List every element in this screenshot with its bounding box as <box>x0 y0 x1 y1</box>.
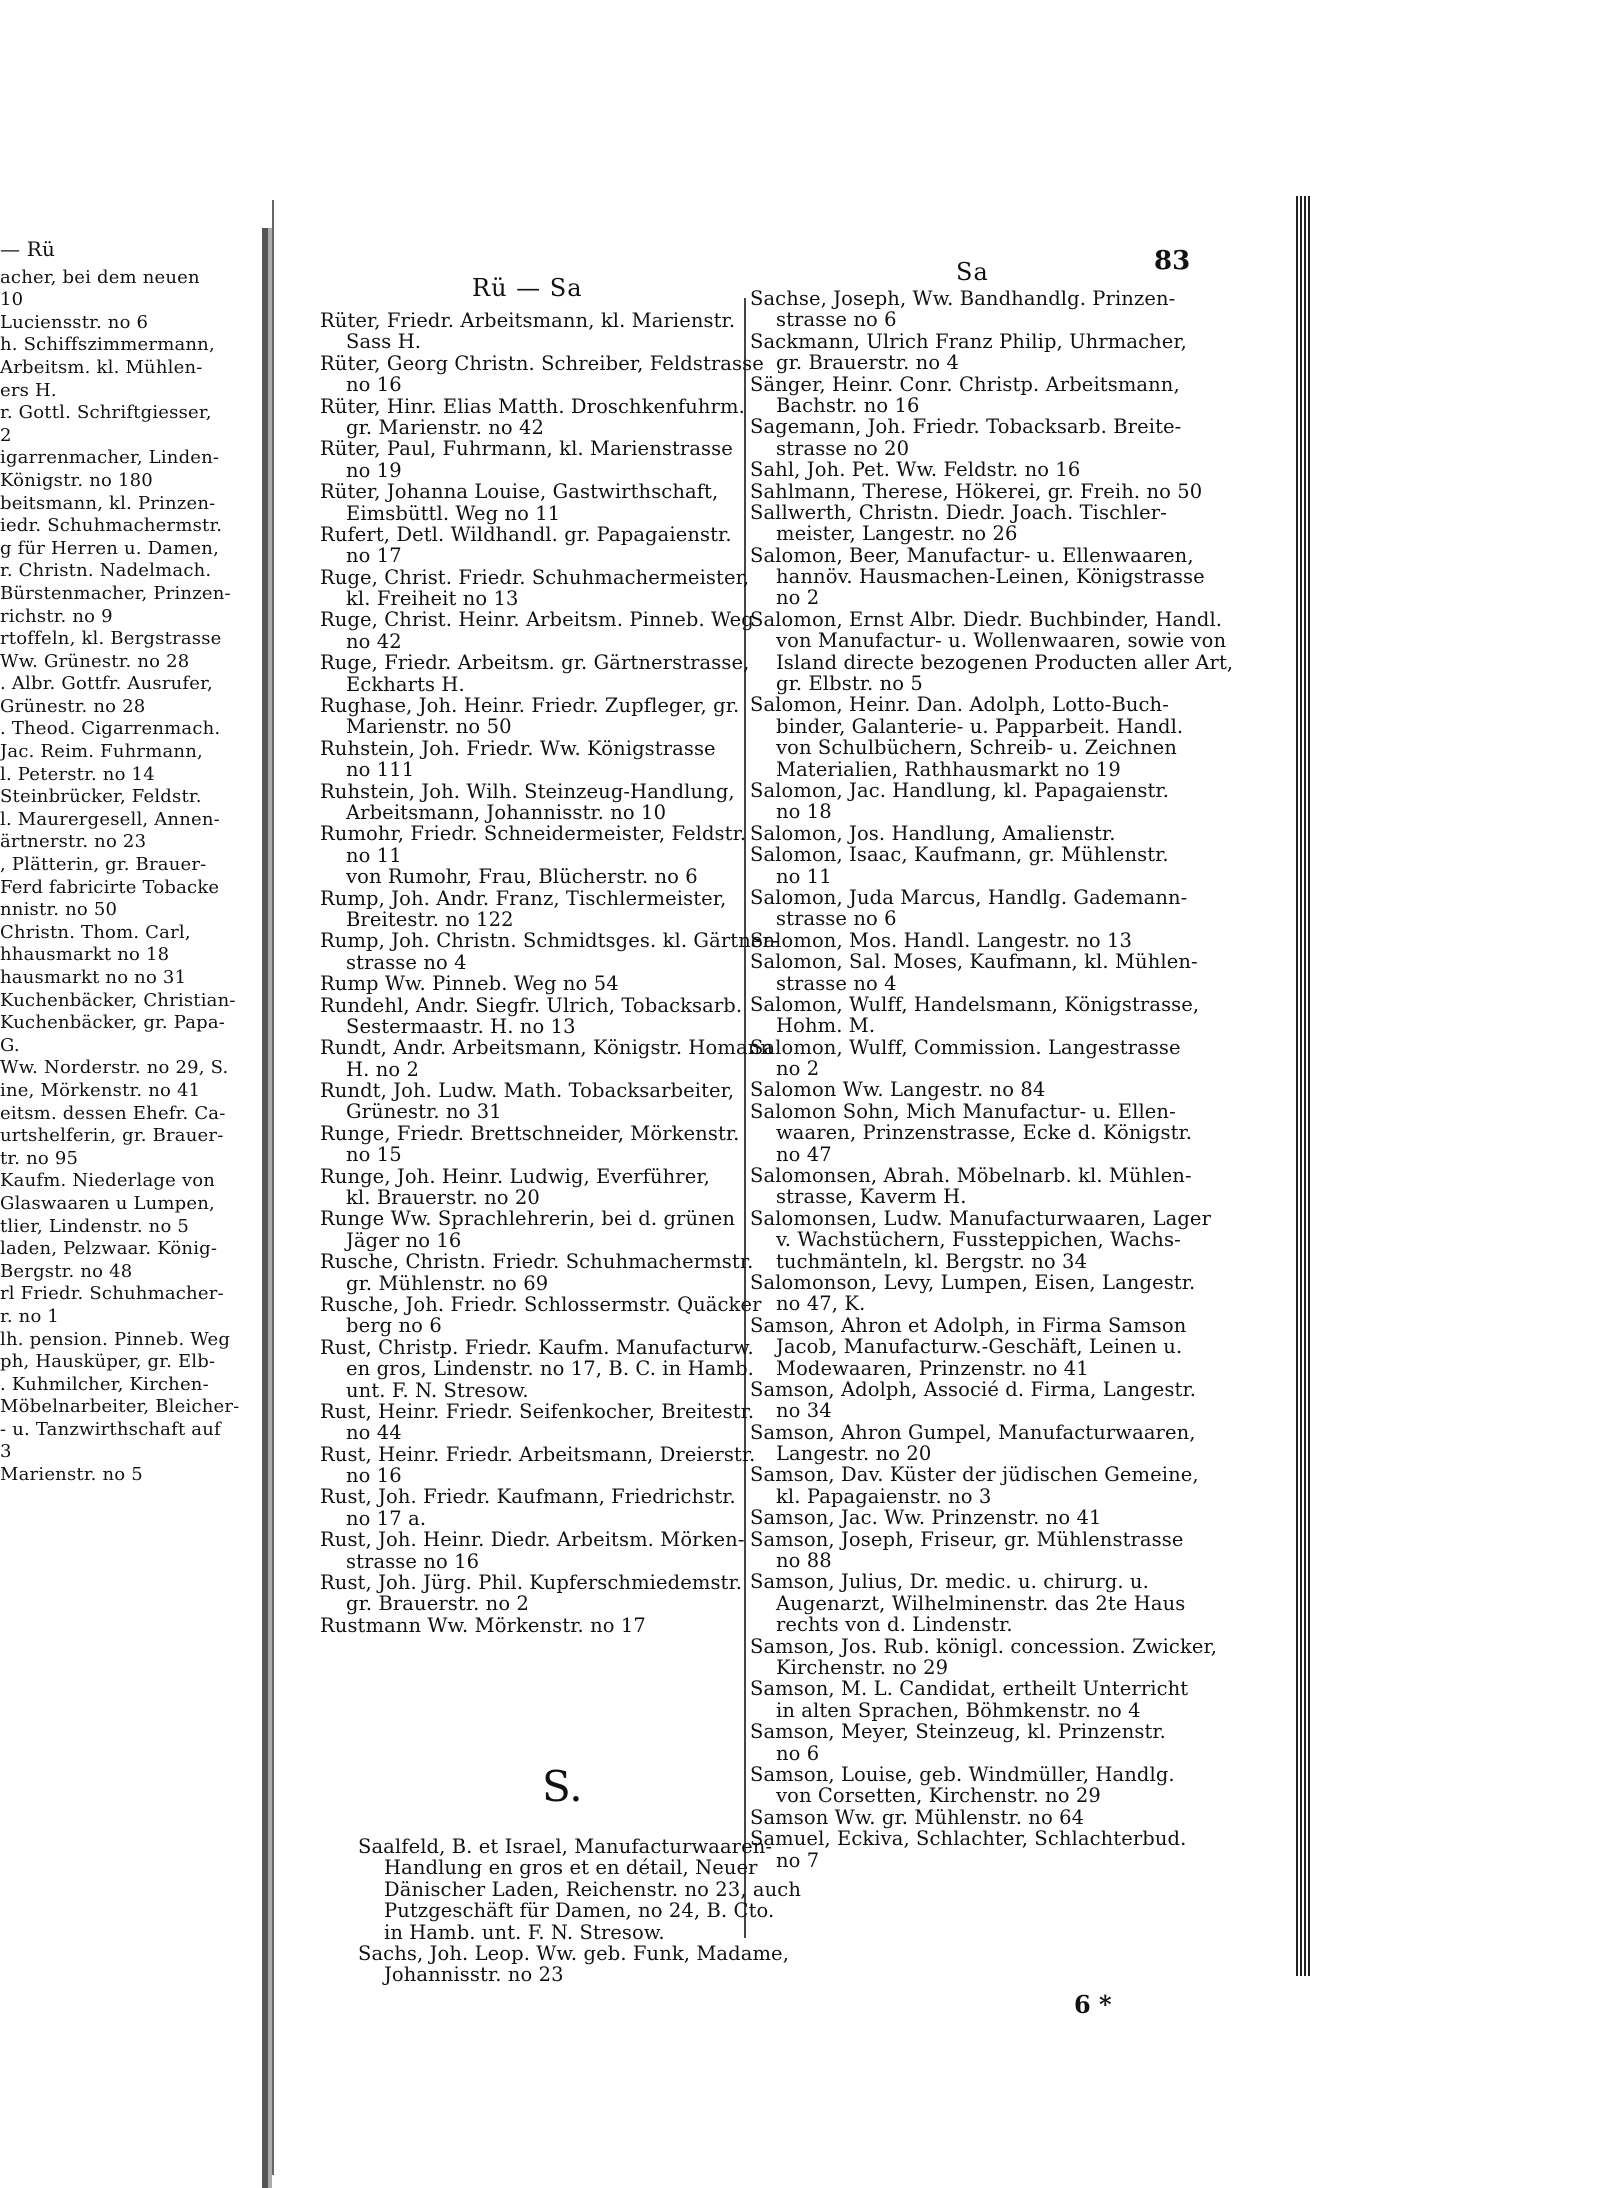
directory-line: nnistr. no 50 <box>0 899 118 921</box>
directory-line: von Schulbüchern, Schreib- u. Zeichnen <box>776 736 1177 760</box>
directory-line: strasse no 6 <box>776 907 897 931</box>
left-page-fragment <box>0 238 265 2153</box>
directory-line: Bergstr. no 48 <box>0 1260 133 1282</box>
directory-line: Samuel, Eckiva, Schlachter, Schlachterbud. <box>750 1827 1187 1851</box>
directory-line: no 16 <box>346 373 402 397</box>
directory-line: strasse no 4 <box>346 950 467 974</box>
directory-line: Samson, Meyer, Steinzeug, kl. Prinzenstr. <box>750 1720 1166 1744</box>
directory-line: hannöv. Hausmachen-Leinen, Königstrasse <box>776 565 1205 589</box>
directory-line: Samson Ww. gr. Mühlenstr. no 64 <box>750 1805 1085 1829</box>
directory-line: ers H. <box>0 379 57 401</box>
directory-line: . Albr. Gottfr. Ausrufer, <box>0 673 213 695</box>
directory-line: von Corsetten, Kirchenstr. no 29 <box>776 1784 1101 1808</box>
directory-line: strasse no 6 <box>776 308 897 332</box>
directory-line: 2 <box>0 424 12 446</box>
directory-line: Modewaaren, Prinzenstr. no 41 <box>776 1356 1089 1380</box>
directory-line: Ww. Grünestr. no 28 <box>0 650 190 672</box>
directory-line: Johannisstr. no 23 <box>384 1963 564 1987</box>
directory-line: Rump Ww. Pinneb. Weg no 54 <box>320 972 619 996</box>
directory-line: Salomon Sohn, Mich Manufactur- u. Ellen- <box>750 1099 1176 1123</box>
directory-line: Saalfeld, B. et Israel, Manufacturwaaren- <box>358 1835 773 1858</box>
directory-line: no 6 <box>776 1741 820 1765</box>
directory-line: Grünestr. no 28 <box>0 695 146 717</box>
directory-line: Ww. Norderstr. no 29, S. <box>0 1057 229 1079</box>
directory-line: . Kuhmilcher, Kirchen- <box>0 1373 209 1395</box>
directory-line: Jacob, Manufacturw.-Geschäft, Leinen u. <box>776 1335 1183 1359</box>
directory-line: Salomon, Juda Marcus, Handlg. Gademann- <box>750 885 1188 909</box>
directory-line: Salomon, Mos. Handl. Langestr. no 13 <box>750 928 1133 952</box>
directory-line: Salomon, Sal. Moses, Kaufmann, kl. Mühlen- <box>750 950 1198 974</box>
directory-line: Salomon, Wulff, Commission. Langestrasse <box>750 1035 1181 1059</box>
directory-line: Salomon Ww. Langestr. no 84 <box>750 1078 1046 1102</box>
directory-line: Salomon, Ernst Albr. Diedr. Buchbinder, Handl. <box>750 607 1223 631</box>
directory-line: richstr. no 9 <box>0 605 113 627</box>
directory-line: ph, Hausküper, gr. Elb- <box>0 1351 216 1373</box>
directory-line: v. Wachstüchern, Fussteppichen, Wachs- <box>776 1228 1181 1252</box>
running-head-right: Sa <box>956 258 989 286</box>
directory-line: Rust, Christp. Friedr. Kaufm. Manufacturw. <box>320 1335 754 1359</box>
section-letter: S. <box>542 1762 583 1811</box>
directory-line: Kaufm. Niederlage von <box>0 1170 216 1192</box>
directory-line: Salomon, Beer, Manufactur- u. Ellenwaaren, <box>750 543 1194 567</box>
directory-line: Putzgeschäft für Damen, no 24, B. Cto. <box>384 1899 775 1923</box>
directory-line: Ruge, Christ. Friedr. Schuhmachermeister, <box>320 565 750 589</box>
directory-line: beitsmann, kl. Prinzen- <box>0 492 216 514</box>
directory-line: Samson, Joseph, Friseur, gr. Mühlenstrasse <box>750 1527 1184 1551</box>
directory-line: Samson, Jac. Ww. Prinzenstr. no 41 <box>750 1506 1102 1530</box>
directory-line: Rump, Joh. Andr. Franz, Tischlermeister, <box>320 886 727 910</box>
directory-line: Samson, M. L. Candidat, ertheilt Unterricht <box>750 1677 1189 1701</box>
directory-line: Glaswaaren u Lumpen, <box>0 1192 215 1214</box>
directory-line: Samson, Julius, Dr. medic. u. chirurg. u. <box>750 1570 1149 1594</box>
directory-line: Bachstr. no 16 <box>776 393 920 417</box>
directory-line: Runge, Joh. Heinr. Ludwig, Everführer, <box>320 1164 710 1188</box>
directory-line: gr. Marienstr. no 42 <box>346 415 545 439</box>
directory-line: no 16 <box>346 1464 402 1488</box>
directory-line: meister, Langestr. no 26 <box>776 522 1018 546</box>
directory-line: H. no 2 <box>346 1057 420 1081</box>
directory-line: Kirchenstr. no 29 <box>776 1656 949 1679</box>
directory-line: Handlung en gros et en détail, Neuer <box>384 1856 758 1880</box>
directory-line: acher, bei dem neuen <box>0 266 200 288</box>
directory-line: eitsm. dessen Ehefr. Ca- <box>0 1102 226 1124</box>
directory-line: Möbelnarbeiter, Bleicher- <box>0 1396 240 1418</box>
directory-line: Ruge, Christ. Heinr. Arbeitsm. Pinneb. Weg <box>320 608 754 632</box>
directory-line: r. no 1 <box>0 1305 60 1327</box>
directory-line: Samson, Adolph, Associé d. Firma, Langestr. <box>750 1377 1197 1401</box>
directory-line: en gros, Lindenstr. no 17, B. C. in Hamb. <box>346 1357 754 1381</box>
directory-line: Jäger no 16 <box>346 1228 462 1252</box>
right-page <box>272 200 1334 2175</box>
directory-column-right <box>750 287 1234 1872</box>
directory-line: Rumohr, Friedr. Schneidermeister, Feldstr. <box>320 822 747 846</box>
directory-line: waaren, Prinzenstrasse, Ecke d. Königstr. <box>776 1121 1193 1145</box>
directory-line: Marienstr. no 50 <box>346 715 512 739</box>
directory-line: 10 <box>0 289 24 311</box>
running-head-left: Rü — Sa <box>472 274 583 302</box>
directory-line: no 47, K. <box>776 1292 866 1316</box>
directory-line: no 11 <box>346 843 402 867</box>
directory-line: Samson, Louise, geb. Windmüller, Handlg. <box>750 1762 1175 1786</box>
directory-line: no 18 <box>776 800 832 824</box>
directory-line: Salomon, Isaac, Kaufmann, gr. Mühlenstr. <box>750 843 1169 867</box>
directory-line: Sachse, Joseph, Ww. Bandhandlg. Prinzen- <box>750 287 1176 310</box>
directory-line: Rusche, Joh. Friedr. Schlossermstr. Quäcker <box>320 1292 762 1316</box>
directory-line: kl. Brauerstr. no 20 <box>346 1186 540 1210</box>
directory-line: iedr. Schuhmachermstr. <box>0 515 223 537</box>
directory-line: igarrenmacher, Linden- <box>0 447 220 469</box>
directory-line: Bürstenmacher, Prinzen- <box>0 582 231 604</box>
directory-line: Sahlmann, Therese, Hökerei, gr. Freih. no 50 <box>750 479 1203 503</box>
directory-column-left <box>320 310 820 1636</box>
page-edge-stack <box>1296 196 1310 1976</box>
page-number: 83 <box>1154 246 1191 276</box>
left-running-head: — Rü <box>0 238 56 261</box>
directory-line: Langestr. no 20 <box>776 1442 932 1466</box>
directory-line: gr. Brauerstr. no 4 <box>776 351 959 375</box>
directory-line: gr. Brauerstr. no 2 <box>346 1592 529 1616</box>
directory-line: Rump, Joh. Christn. Schmidtsges. kl. Gärtner- <box>320 929 779 953</box>
directory-line: G. <box>0 1034 20 1056</box>
directory-line: gr. Elbstr. no 5 <box>776 672 923 696</box>
directory-line: ärtnerstr. no 23 <box>0 831 147 853</box>
directory-line: no 47 <box>776 1142 832 1166</box>
directory-line: Steinbrücker, Feldstr. <box>0 786 202 808</box>
directory-line: Rust, Joh. Friedr. Kaufmann, Friedrichstr. <box>320 1485 736 1509</box>
directory-line: Rughase, Joh. Heinr. Friedr. Zupfleger, gr. <box>320 694 740 718</box>
directory-line: no 42 <box>346 629 402 653</box>
directory-line: lh. pension. Pinneb. Weg <box>0 1328 231 1350</box>
directory-line: Grünestr. no 31 <box>346 1100 502 1124</box>
directory-line: Rüter, Georg Christn. Schreiber, Feldstrasse <box>320 351 764 375</box>
directory-line: 3 <box>0 1441 12 1463</box>
directory-line: . Theod. Cigarrenmach. <box>0 718 221 740</box>
directory-line: rechts von d. Lindenstr. <box>776 1613 1013 1637</box>
directory-line: Kuchenbäcker, gr. Papa- <box>0 1012 226 1034</box>
directory-line: Sachs, Joh. Leop. Ww. geb. Funk, Madame, <box>358 1941 790 1965</box>
directory-line: Sass H. <box>346 330 422 354</box>
directory-line: Ferd fabricirte Tobacke <box>0 876 220 898</box>
directory-line: Luciensstr. no 6 <box>0 311 149 333</box>
directory-line: Sagemann, Joh. Friedr. Tobacksarb. Breite- <box>750 415 1182 439</box>
directory-line: - u. Tanzwirthschaft auf <box>0 1418 221 1440</box>
directory-line: in Hamb. unt. F. N. Stresow. <box>384 1920 665 1944</box>
directory-line: Salomonsen, Ludw. Manufacturwaaren, Lager <box>750 1206 1211 1230</box>
directory-line: no 19 <box>346 458 402 482</box>
directory-line: , Plätterin, gr. Brauer- <box>0 854 207 876</box>
directory-line: Samson, Dav. Küster der jüdischen Gemeine, <box>750 1463 1199 1487</box>
directory-line: urtshelferin, gr. Brauer- <box>0 1125 224 1147</box>
directory-line: no 17 <box>346 544 402 568</box>
directory-line: von Manufactur- u. Wollenwaaren, sowie von <box>776 629 1227 653</box>
directory-line: berg no 6 <box>346 1314 442 1338</box>
directory-line: Rundt, Andr. Arbeitsmann, Königstr. Homann <box>320 1036 774 1060</box>
directory-line: von Rumohr, Frau, Blücherstr. no 6 <box>346 865 698 889</box>
directory-line: Rüter, Hinr. Elias Matth. Droschkenfuhrm. <box>320 394 745 418</box>
directory-line: Dänischer Laden, Reichenstr. no 23, auch <box>384 1877 801 1901</box>
directory-line: Rufert, Detl. Wildhandl. gr. Papagaienstr. <box>320 522 732 546</box>
directory-line: Rust, Heinr. Friedr. Seifenkocher, Breitestr. <box>320 1399 755 1423</box>
directory-line: Salomonsen, Abrah. Möbelnarb. kl. Mühlen- <box>750 1164 1192 1188</box>
directory-line: no 17 a. <box>346 1506 427 1530</box>
directory-line: Rust, Joh. Jürg. Phil. Kupferschmiedemstr. <box>320 1571 743 1595</box>
directory-line: Rüter, Friedr. Arbeitsmann, kl. Marienstr. <box>320 309 736 332</box>
directory-line: Sahl, Joh. Pet. Ww. Feldstr. no 16 <box>750 458 1081 482</box>
directory-line: Sestermaastr. H. no 13 <box>346 1014 576 1038</box>
directory-line: Sallwerth, Christn. Diedr. Joach. Tischler- <box>750 500 1167 524</box>
directory-line: ine, Mörkenstr. no 41 <box>0 1079 201 1101</box>
directory-line: no 44 <box>346 1421 402 1445</box>
directory-line: Ruhstein, Joh. Wilh. Steinzeug-Handlung, <box>320 779 735 803</box>
directory-line: Augenarzt, Wilhelminenstr. das 2te Haus <box>776 1591 1186 1615</box>
directory-line: Sänger, Heinr. Conr. Christp. Arbeitsmann, <box>750 372 1180 396</box>
directory-line: tlier, Lindenstr. no 5 <box>0 1215 190 1237</box>
directory-line: rtoffeln, kl. Bergstrasse <box>0 628 222 650</box>
directory-line: Rundehl, Andr. Siegfr. Ulrich, Tobacksarb. <box>320 993 743 1017</box>
directory-line: no 111 <box>346 758 415 782</box>
directory-line: Rüter, Paul, Fuhrmann, kl. Marienstrasse <box>320 437 733 461</box>
directory-line: Rust, Heinr. Friedr. Arbeitsmann, Dreierstr. <box>320 1442 756 1466</box>
directory-line: Salomon, Wulff, Handelsmann, Königstrasse, <box>750 992 1200 1016</box>
directory-line: Breitestr. no 122 <box>346 907 514 931</box>
directory-line: Island directe bezogenen Producten aller Art, <box>776 650 1234 674</box>
directory-line: Rüter, Johanna Louise, Gastwirthschaft, <box>320 480 719 504</box>
directory-line: kl. Freiheit no 13 <box>346 587 519 611</box>
directory-line: in alten Sprachen, Böhmkenstr. no 4 <box>776 1698 1141 1722</box>
directory-line: tuchmänteln, kl. Bergstr. no 34 <box>776 1249 1088 1273</box>
directory-line: Eimsbüttl. Weg no 11 <box>346 501 561 525</box>
directory-line: Sackmann, Ulrich Franz Philip, Uhrmacher, <box>750 329 1187 353</box>
directory-line: Eckharts H. <box>346 672 465 696</box>
directory-line: Salomonson, Levy, Lumpen, Eisen, Langestr. <box>750 1270 1196 1294</box>
directory-line: l. Peterstr. no 14 <box>0 763 155 785</box>
directory-line: strasse no 4 <box>776 971 897 995</box>
directory-line: Samson, Jos. Rub. königl. concession. Zwicker, <box>750 1634 1218 1658</box>
directory-line: no 34 <box>776 1399 832 1423</box>
directory-line: Samson, Ahron et Adolph, in Firma Samson <box>750 1313 1187 1337</box>
directory-line: binder, Galanterie- u. Papparbeit. Handl. <box>776 714 1184 738</box>
directory-line: unt. F. N. Stresow. <box>346 1378 529 1402</box>
directory-line: Marienstr. no 5 <box>0 1464 143 1486</box>
directory-line: Ruhstein, Joh. Friedr. Ww. Königstrasse <box>320 736 716 760</box>
directory-line: Arbeitsm. kl. Mühlen- <box>0 356 203 378</box>
directory-line: Rust, Joh. Heinr. Diedr. Arbeitsm. Mörken- <box>320 1528 745 1552</box>
directory-line: Arbeitsmann, Johannisstr. no 10 <box>346 800 667 824</box>
directory-line: Kuchenbäcker, Christian- <box>0 989 236 1011</box>
directory-line: g für Herren u. Damen, <box>0 537 219 559</box>
directory-line: no 7 <box>776 1848 820 1872</box>
directory-line: Königstr. no 180 <box>0 469 153 491</box>
directory-line: strasse, Kaverm H. <box>776 1185 967 1209</box>
signature-mark: 6 * <box>1074 1990 1112 2019</box>
directory-line: no 2 <box>776 1057 820 1081</box>
directory-line: r. Christn. Nadelmach. <box>0 560 212 582</box>
directory-line: Jac. Reim. Fuhrmann, <box>0 741 203 763</box>
directory-line: tr. no 95 <box>0 1147 79 1169</box>
directory-line: strasse no 16 <box>346 1549 480 1573</box>
directory-line: kl. Papagaienstr. no 3 <box>776 1484 992 1508</box>
directory-line: Rusche, Christn. Friedr. Schuhmachermstr. <box>320 1250 754 1274</box>
directory-line: gr. Mühlenstr. no 69 <box>346 1271 549 1295</box>
directory-line: Hohm. M. <box>776 1014 876 1038</box>
directory-line: Materialien, Rathhausmarkt no 19 <box>776 757 1121 781</box>
directory-line: Salomon, Heinr. Dan. Adolph, Lotto-Buch- <box>750 693 1169 717</box>
directory-line: Rustmann Ww. Mörkenstr. no 17 <box>320 1613 646 1637</box>
directory-line: Salomon, Jos. Handlung, Amalienstr. <box>750 821 1116 845</box>
directory-line: no 11 <box>776 864 832 888</box>
directory-line: Ruge, Friedr. Arbeitsm. gr. Gärtnerstrasse, <box>320 651 750 675</box>
directory-line: Rundt, Joh. Ludw. Math. Tobacksarbeiter, <box>320 1079 735 1103</box>
directory-line: Runge, Friedr. Brettschneider, Mörkenstr. <box>320 1121 740 1145</box>
directory-line: rl Friedr. Schuhmacher- <box>0 1283 224 1305</box>
directory-line: laden, Pelzwaar. König- <box>0 1238 218 1260</box>
directory-line: Samson, Ahron Gumpel, Manufacturwaaren, <box>750 1420 1196 1444</box>
directory-line: hausmarkt no no 31 <box>0 967 187 988</box>
directory-line: r. Gottl. Schriftgiesser, <box>0 402 212 424</box>
directory-line: Christn. Thom. Carl, <box>0 921 191 943</box>
directory-line: Runge Ww. Sprachlehrerin, bei d. grünen <box>320 1207 736 1231</box>
directory-line: Salomon, Jac. Handlung, kl. Papagaienstr. <box>750 778 1170 802</box>
directory-line: hhausmarkt no 18 <box>0 944 170 966</box>
directory-line: no 2 <box>776 586 820 610</box>
directory-line: strasse no 20 <box>776 436 910 460</box>
directory-line: l. Maurergesell, Annen- <box>0 808 220 830</box>
directory-line: no 15 <box>346 1143 402 1167</box>
directory-line: h. Schiffszimmermann, <box>0 334 215 356</box>
directory-line: no 88 <box>776 1549 832 1573</box>
